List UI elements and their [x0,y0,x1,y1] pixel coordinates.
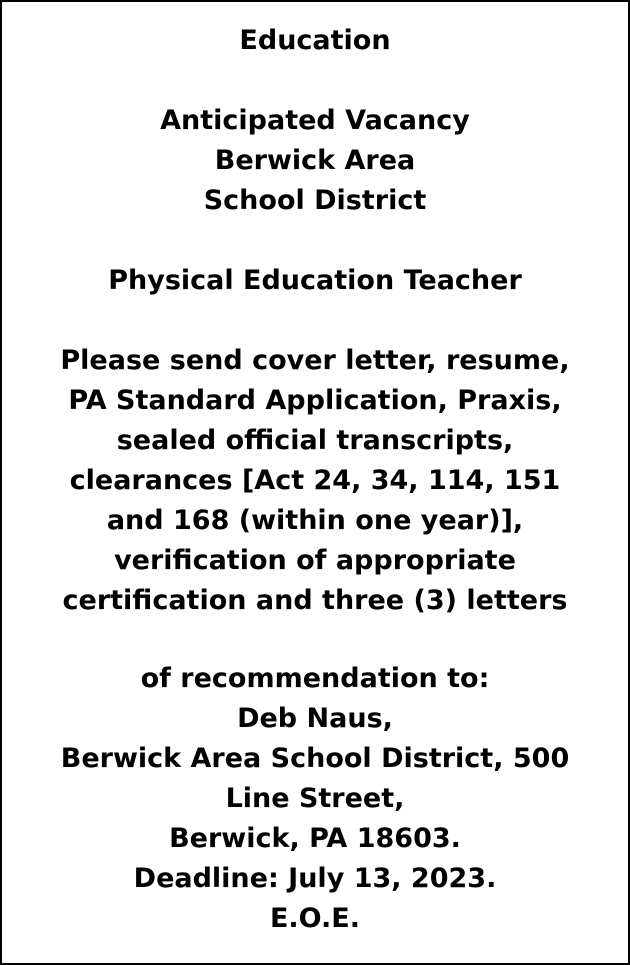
section-heading: Education [239,25,391,56]
eoe-statement: E.O.E. [269,903,361,934]
instruction-line: PA Standard Application, Praxis, [68,385,562,416]
instruction-line: Please send cover letter, resume, [60,345,570,376]
district-name-line: School District [203,185,427,216]
instruction-line: verification of appropriate [114,545,516,576]
instruction-line: and 168 (within one year)], [106,505,524,536]
instruction-line: sealed official transcripts, [116,425,514,456]
contact-line: of recommendation to: [140,663,490,694]
spacer [2,621,628,659]
deadline: Deadline: July 13, 2023. [133,863,497,894]
vacancy-line: Anticipated Vacancy [160,105,470,136]
contact-name: Deb Naus, [237,703,393,734]
position-title: Physical Education Teacher [108,265,522,296]
instruction-line: clearances [Act 24, 34, 114, 151 [69,465,561,496]
spacer [2,61,628,101]
spacer [2,221,628,261]
spacer [2,301,628,341]
district-name-line: Berwick Area [214,145,416,176]
instruction-line: certification and three (3) letters [62,585,568,616]
contact-address-line: Berwick Area School District, 500 [60,743,570,774]
contact-address-line: Line Street, [225,783,405,814]
contact-address-line: Berwick, PA 18603. [169,823,461,854]
